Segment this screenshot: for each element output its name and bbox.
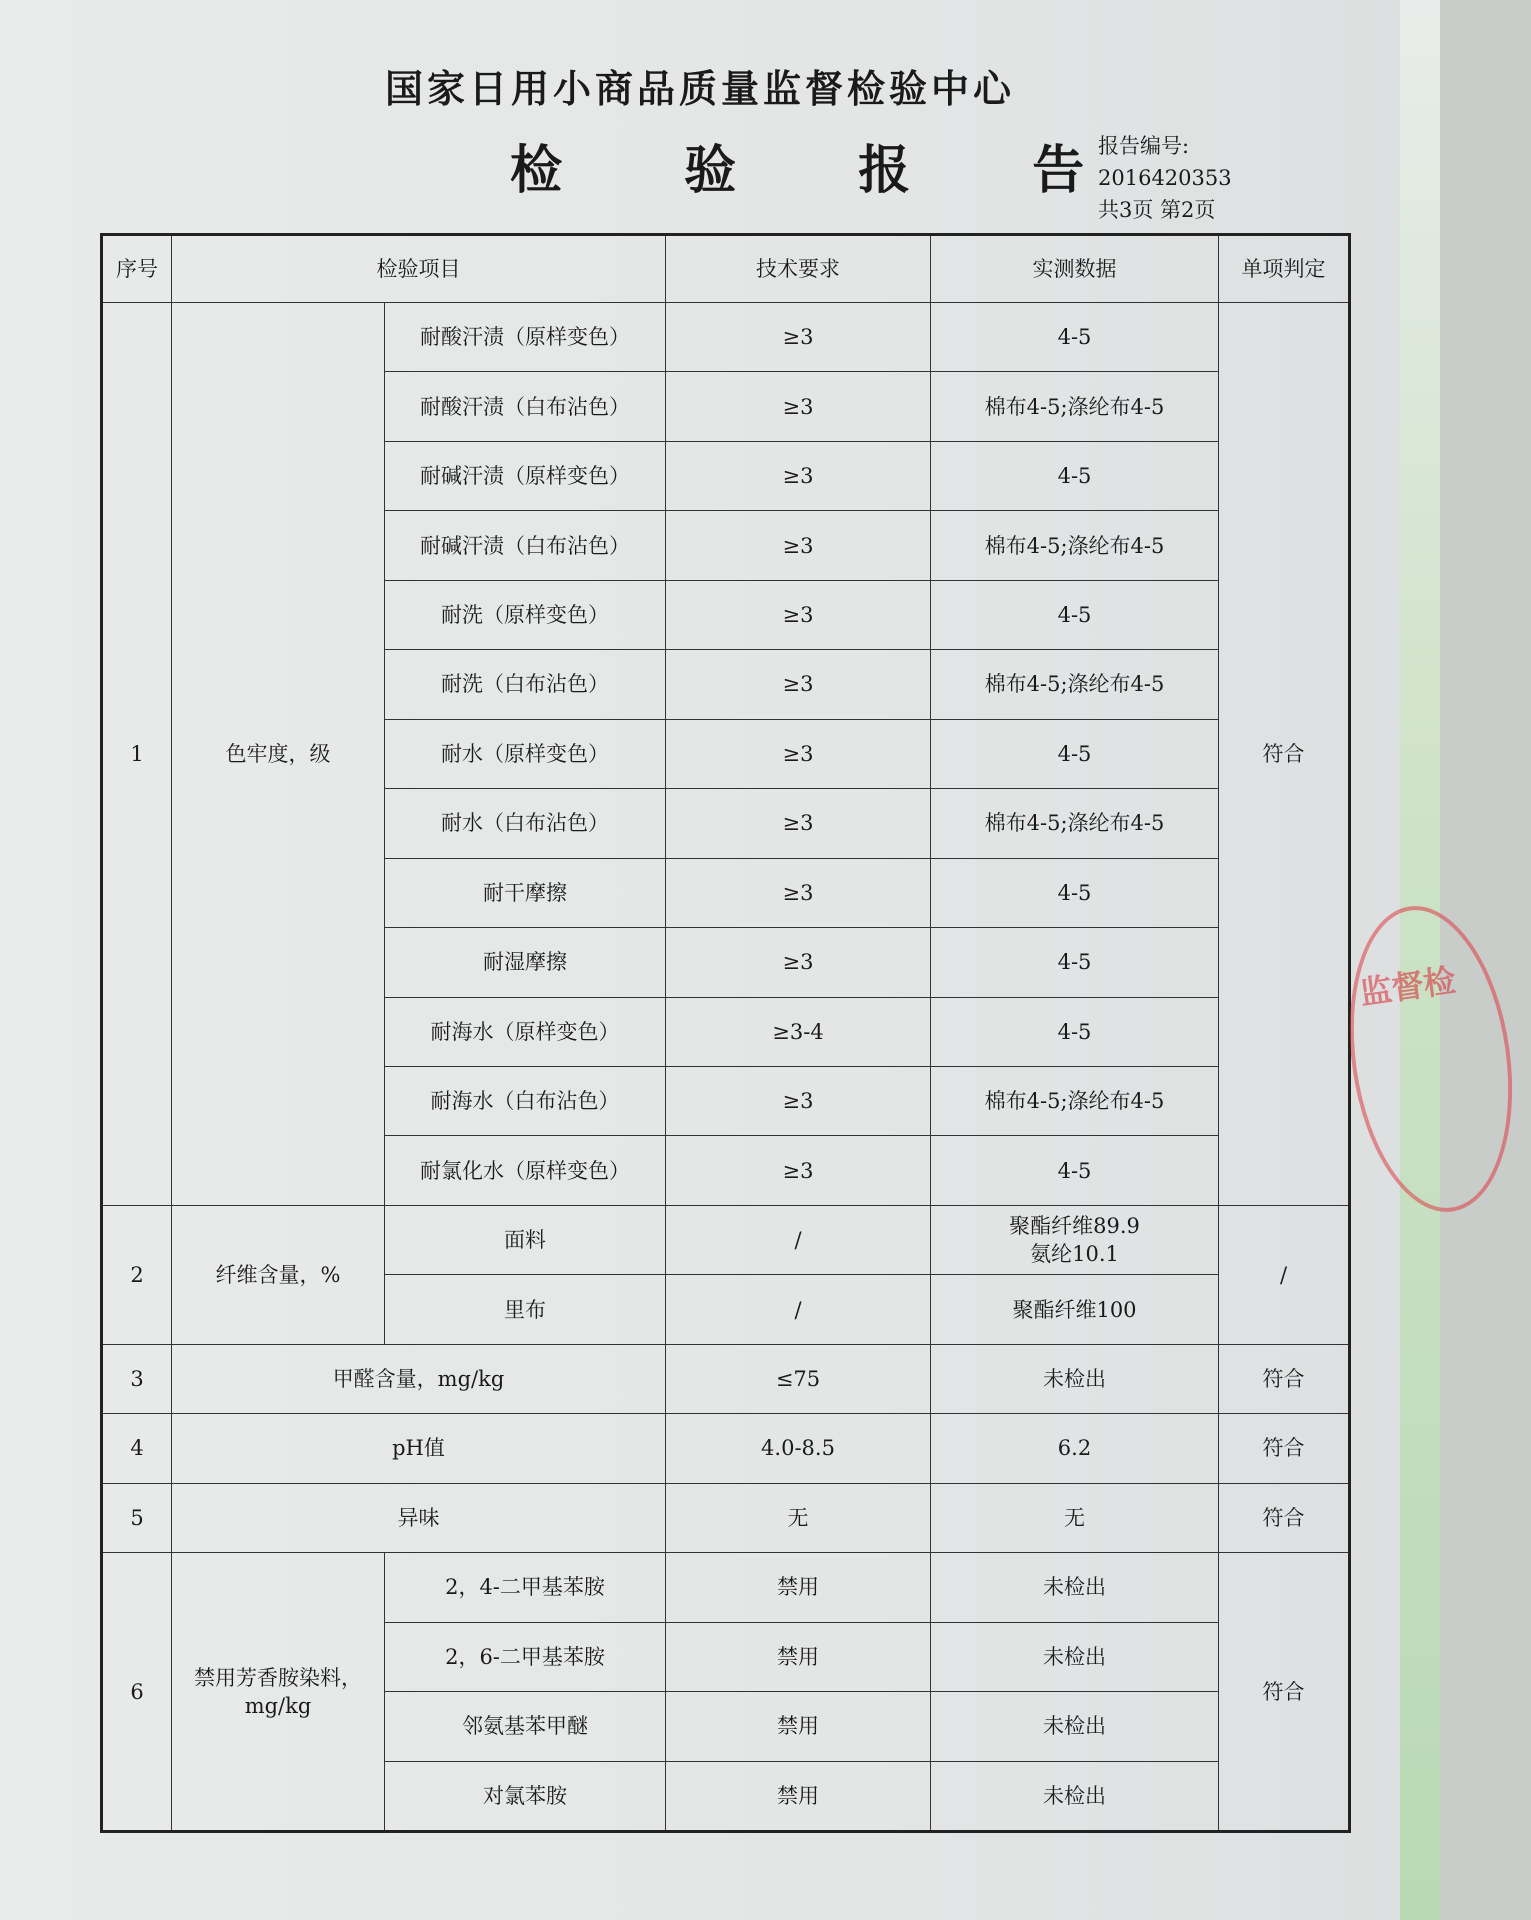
page-info: 共3页 第2页 — [1098, 198, 1216, 222]
sub-item-name: 耐碱汗渍（原样变色） — [385, 441, 666, 510]
sub-item-name: 耐酸汗渍（原样变色） — [385, 303, 666, 372]
row-number: 2 — [102, 1205, 172, 1344]
sub-item-name: 耐氯化水（原样变色） — [385, 1136, 666, 1205]
report-number-label: 报告编号: — [1098, 134, 1190, 158]
requirement-value: ≥3 — [666, 511, 931, 580]
table-row — [102, 1553, 1350, 1622]
requirement-value: ≥3 — [666, 1136, 931, 1205]
measured-value: 4-5 — [931, 858, 1219, 927]
requirement-value: ≥3 — [666, 719, 931, 788]
report-title: 检 验 报 告 — [510, 141, 1137, 201]
requirement-value: ≥3 — [666, 580, 931, 649]
table-header-row — [102, 235, 1350, 303]
sub-item-name: 耐碱汗渍（白布沾色） — [385, 511, 666, 580]
sub-item-name: 耐海水（白布沾色） — [385, 1066, 666, 1135]
row-number: 1 — [102, 303, 172, 1206]
row-number: 6 — [102, 1553, 172, 1832]
sub-item-name: 耐水（白布沾色） — [385, 789, 666, 858]
table-row — [102, 1483, 1350, 1552]
requirement-value: 禁用 — [666, 1622, 931, 1691]
table-row — [102, 1414, 1350, 1483]
requirement-value: ≥3 — [666, 303, 931, 372]
table-body — [102, 303, 1350, 1832]
requirement-value: ≥3-4 — [666, 997, 931, 1066]
measured-value: 4-5 — [931, 303, 1219, 372]
requirement-value: 禁用 — [666, 1553, 931, 1622]
requirement-value: ≤75 — [666, 1344, 931, 1413]
report-number: 2016420353 — [1098, 166, 1232, 190]
sub-item-name: 耐海水（原样变色） — [385, 997, 666, 1066]
measured-value: 6.2 — [931, 1414, 1219, 1483]
measured-value: 棉布4-5;涤纶布4-5 — [931, 511, 1219, 580]
measured-value: 未检出 — [931, 1622, 1219, 1691]
verdict-value: 符合 — [1219, 1483, 1350, 1552]
sub-item-name: 耐洗（白布沾色） — [385, 650, 666, 719]
sub-item-name: 耐洗（原样变色） — [385, 580, 666, 649]
verdict-value: 符合 — [1219, 303, 1350, 1206]
item-name: 色牢度，级 — [172, 303, 385, 1206]
measured-value: 聚酯纤维89.9 氨纶10.1 — [931, 1205, 1219, 1274]
verdict-value: 符合 — [1219, 1553, 1350, 1832]
requirement-value: ≥3 — [666, 858, 931, 927]
row-number: 3 — [102, 1344, 172, 1413]
verdict-value: / — [1219, 1205, 1350, 1344]
measured-value: 未检出 — [931, 1692, 1219, 1761]
item-name: 异味 — [172, 1483, 666, 1552]
requirement-value: / — [666, 1205, 931, 1274]
sub-item-name: 2，6-二甲基苯胺 — [385, 1622, 666, 1691]
seal-text: 监督检 — [1357, 961, 1458, 1013]
measured-value: 未检出 — [931, 1553, 1219, 1622]
sub-item-name: 2，4-二甲基苯胺 — [385, 1553, 666, 1622]
measured-value: 棉布4-5;涤纶布4-5 — [931, 789, 1219, 858]
header-item: 检验项目 — [172, 235, 666, 303]
sub-item-name: 对氯苯胺 — [385, 1761, 666, 1831]
organization-name: 国家日用小商品质量监督检验中心 — [384, 67, 1015, 111]
sub-item-name: 里布 — [385, 1275, 666, 1344]
measured-value: 棉布4-5;涤纶布4-5 — [931, 1066, 1219, 1135]
row-number: 4 — [102, 1414, 172, 1483]
measured-value: 无 — [931, 1483, 1219, 1552]
measured-value: 4-5 — [931, 719, 1219, 788]
requirement-value: ≥3 — [666, 789, 931, 858]
table-row — [102, 1344, 1350, 1413]
sub-item-name: 耐酸汗渍（白布沾色） — [385, 372, 666, 441]
item-name: 纤维含量，% — [172, 1205, 385, 1344]
measured-value: 未检出 — [931, 1761, 1219, 1831]
measured-value: 4-5 — [931, 441, 1219, 510]
table-row — [102, 1205, 1350, 1274]
sub-item-name: 耐湿摩擦 — [385, 928, 666, 997]
header-verdict: 单项判定 — [1219, 235, 1350, 303]
sub-item-name: 面料 — [385, 1205, 666, 1274]
measured-value: 聚酯纤维100 — [931, 1275, 1219, 1344]
item-name: pH值 — [172, 1414, 666, 1483]
requirement-value: 禁用 — [666, 1761, 931, 1831]
item-name: 禁用芳香胺染料， mg/kg — [172, 1553, 385, 1832]
requirement-value: 无 — [666, 1483, 931, 1552]
report-meta — [1098, 130, 1232, 226]
requirement-value: 禁用 — [666, 1692, 931, 1761]
measured-value: 棉布4-5;涤纶布4-5 — [931, 650, 1219, 719]
header-measured: 实测数据 — [931, 235, 1219, 303]
header-no: 序号 — [102, 235, 172, 303]
measured-value: 未检出 — [931, 1344, 1219, 1413]
requirement-value: ≥3 — [666, 928, 931, 997]
table-row — [102, 303, 1350, 372]
verdict-value: 符合 — [1219, 1414, 1350, 1483]
requirement-value: ≥3 — [666, 441, 931, 510]
requirement-value: ≥3 — [666, 650, 931, 719]
requirement-value: ≥3 — [666, 1066, 931, 1135]
row-number: 5 — [102, 1483, 172, 1552]
measured-value: 4-5 — [931, 997, 1219, 1066]
measured-value: 4-5 — [931, 1136, 1219, 1205]
header-requirement: 技术要求 — [666, 235, 931, 303]
requirement-value: ≥3 — [666, 372, 931, 441]
sub-item-name: 耐水（原样变色） — [385, 719, 666, 788]
verdict-value: 符合 — [1219, 1344, 1350, 1413]
measured-value: 棉布4-5;涤纶布4-5 — [931, 372, 1219, 441]
sub-item-name: 耐干摩擦 — [385, 858, 666, 927]
item-name: 甲醛含量，mg/kg — [172, 1344, 666, 1413]
measured-value: 4-5 — [931, 928, 1219, 997]
requirement-value: 4.0-8.5 — [666, 1414, 931, 1483]
requirement-value: / — [666, 1275, 931, 1344]
inspection-table — [100, 233, 1351, 1833]
measured-value: 4-5 — [931, 580, 1219, 649]
sub-item-name: 邻氨基苯甲醚 — [385, 1692, 666, 1761]
